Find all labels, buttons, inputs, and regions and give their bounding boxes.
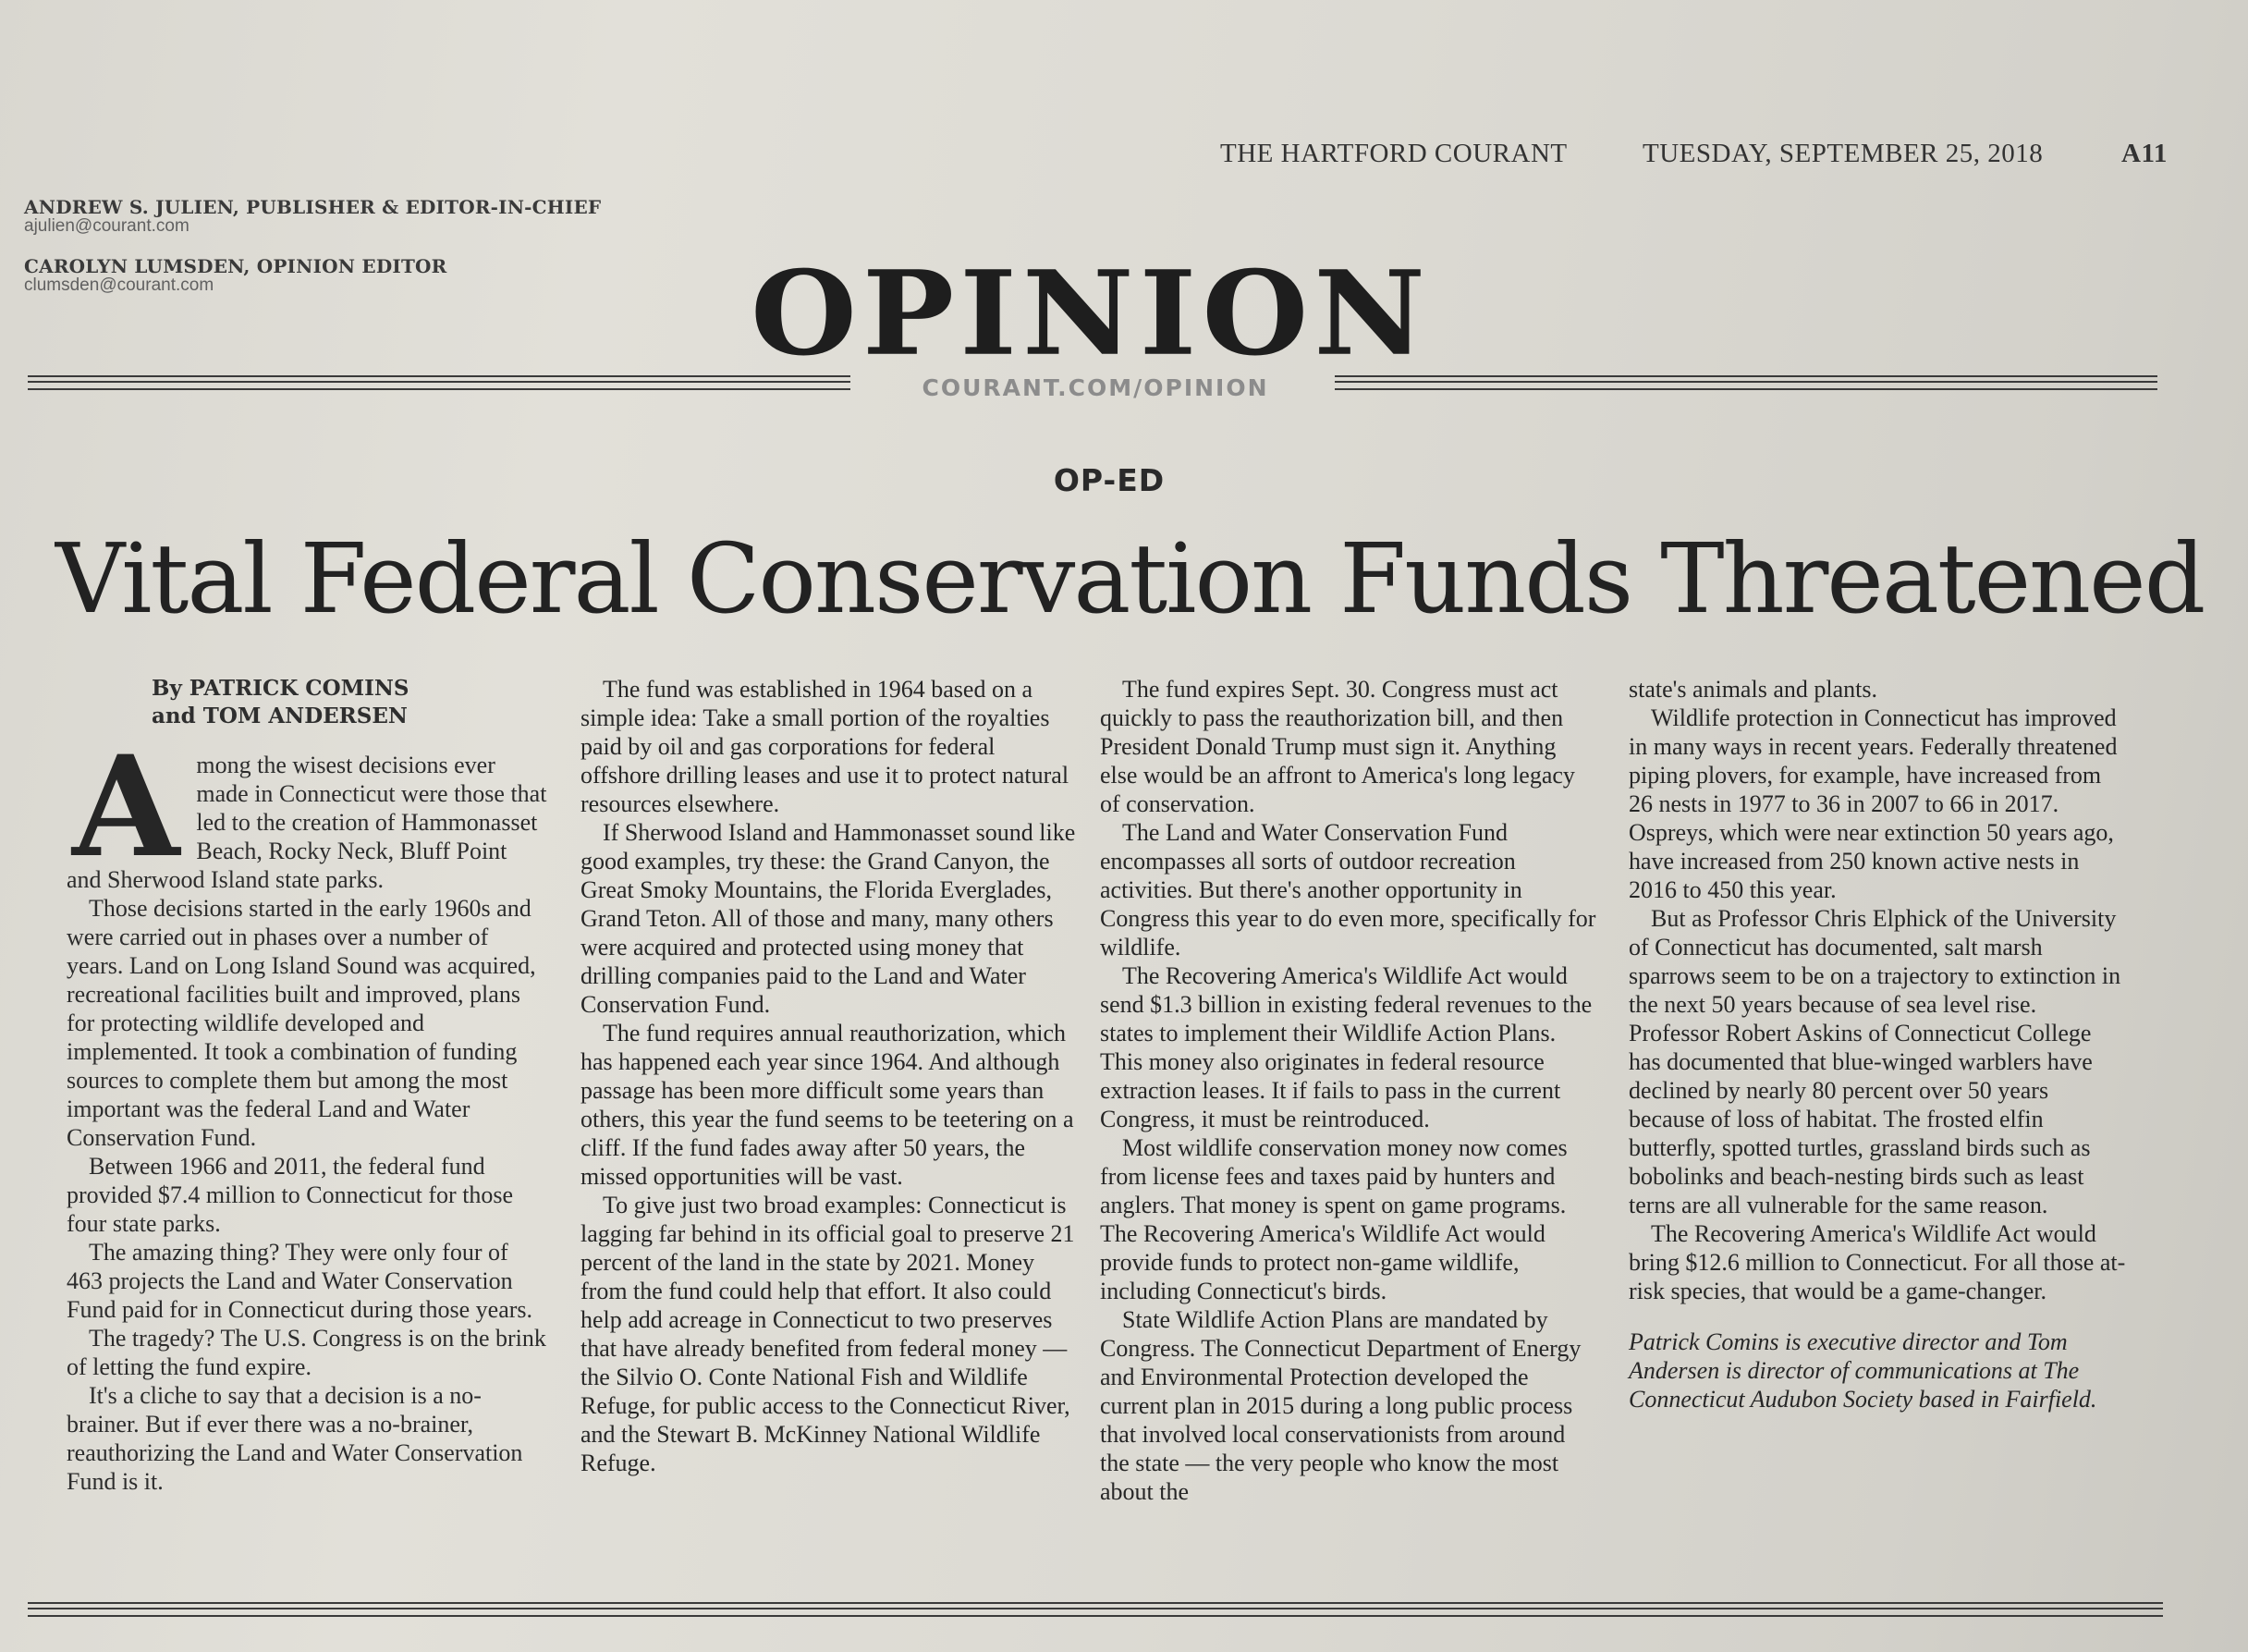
paper-name: THE HARTFORD COURANT	[1220, 139, 1568, 168]
publisher-name: ANDREW S. JULIEN, PUBLISHER & EDITOR-IN-CHIEF	[24, 196, 602, 218]
publisher-email: ajulien@courant.com	[24, 216, 189, 236]
article-column-4	[1629, 675, 2128, 1413]
article-headline: Vital Federal Conservation Funds Threatened	[55, 522, 2205, 635]
paragraph: Between 1966 and 2011, the federal fund provided $7.4 million to Connecticut for those four state parks.	[67, 1153, 514, 1237]
divider-rule-right	[1335, 375, 2157, 390]
paragraph-continuation: state's animals and plants.	[1629, 676, 1877, 703]
article-column-2	[580, 675, 1080, 1477]
page-number: A11	[2121, 139, 2168, 168]
opinion-editor-name: CAROLYN LUMSDEN, OPINION EDITOR	[24, 255, 447, 277]
staff-box	[24, 196, 690, 314]
paragraph: To give just two broad examples: Connecticut is lagging far behind in its official goal to preserve 21 percent of the land in the state by 2021. Money from the fund could help that effort. It also could help add acreage in Connecticut to two preserves that have already benefited from federal money — the Silvio O. Conte National Fish and Wildlife Refuge, for public access to the Connecticut River, and the Stewart B. McKinney National Wildlife Refuge.	[580, 1192, 1075, 1476]
paragraph: The fund was established in 1964 based on a simple idea: Take a small portion of the royalties paid by oil and gas corporations for federal offshore drilling leases and use it to protect natural resources elsewhere.	[580, 676, 1069, 817]
paragraph: mong the wisest decisions ever made in Connecticut were those that led to the creation of Hammonasset Beach, Rocky Neck, Bluff Point and Sherwood Island state parks.	[67, 752, 547, 893]
paragraph: The Recovering America's Wildlife Act would send $1.3 billion in existing federal revenues to the states to implement their Wildlife Action Plans. This money also originates in federal resource extraction leases. It if fails to pass in the current Congress, it must be reintroduced.	[1100, 962, 1593, 1132]
byline-author-2: and TOM ANDERSEN	[152, 704, 408, 728]
article-column-3	[1100, 675, 1599, 1506]
section-title: OPINION	[750, 245, 1432, 383]
section-url: COURANT.COM/OPINION	[922, 374, 1269, 401]
article-column-1	[67, 675, 547, 1496]
paragraph: But as Professor Chris Elphick of the University of Connecticut has documented, salt marsh sparrows seem to be on a trajectory to extinction in the next 50 years because of sea level rise. Professor Robert Askins of Connecticut College has documented that blue-winged warblers have declined by nearly 80 percent over 50 years because of loss of habitat. The frosted elfin butterfly, spotted turtles, grassland birds such as bobolinks and beach-nesting birds such as least terns are all vulnerable for the same reason.	[1629, 905, 2121, 1218]
paragraph: It's a cliche to say that a decision is a no-brainer. But if ever there was a no-brainer, reauthorizing the Land and Water Conservation Fund is it.	[67, 1382, 523, 1495]
paragraph: State Wildlife Action Plans are mandated by Congress. The Connecticut Department of Energy and Environmental Protection developed the current plan in 2015 during a long public process that involved local conservationists from around the state — the very people who know the most about the	[1100, 1306, 1582, 1505]
paragraph: If Sherwood Island and Hammonasset sound like good examples, try these: the Grand Canyon, the Great Smoky Mountains, the Florida Everglades, Grand Teton. All of those and many, many others were acquired and protected using money that drilling companies paid to the Land and Water Conservation Fund.	[580, 819, 1076, 1018]
byline	[152, 675, 547, 730]
paragraph: Wildlife protection in Connecticut has improved in many ways in recent years. Federally threatened piping plovers, for example, have increased from 26 nests in 1977 to 36 in 2007 to 66 in 2017. Ospreys, which were near extinction 50 years ago, have increased from 250 known active nests in 2016 to 450 this year.	[1629, 704, 2118, 903]
drop-cap: A	[72, 726, 180, 888]
paragraph: The fund expires Sept. 30. Congress must act quickly to pass the reauthorization bill, and then President Donald Trump must sign it. Anything else would be an affront to America's long legacy of conservation.	[1100, 676, 1575, 817]
paragraph: The Land and Water Conservation Fund encompasses all sorts of outdoor recreation activities. But there's another opportunity in Congress this year to do even more, specifically for wildlife.	[1100, 819, 1596, 961]
issue-date: TUESDAY, SEPTEMBER 25, 2018	[1643, 139, 2044, 168]
article-kicker: OP-ED	[1053, 462, 1166, 498]
divider-rule-left	[28, 375, 850, 390]
paragraph: The Recovering America's Wildlife Act would bring $12.6 million to Connecticut. For all those at-risk species, that would be a game-changer.	[1629, 1220, 2126, 1304]
paragraph: The fund requires annual reauthorization, which has happened each year since 1964. And although passage has been more difficult some years than others, this year the fund seems to be teetering on a cliff. If the fund fades away after 50 years, the missed opportunities will be vast.	[580, 1020, 1074, 1190]
author-bio: Patrick Comins is executive director and Tom Andersen is director of communications at The Connecticut Audubon Society based in Fairfield.	[1629, 1328, 2097, 1413]
paragraph: The amazing thing? They were only four of 463 projects the Land and Water Conservation Fund paid for in Connecticut during those years.	[67, 1239, 533, 1323]
paragraph: Most wildlife conservation money now comes from license fees and taxes paid by hunters and anglers. That money is spent on game programs. The Recovering America's Wildlife Act would provide funds to protect non-game wildlife, including Connecticut's birds.	[1100, 1134, 1568, 1304]
byline-author-1: By PATRICK COMINS	[152, 676, 409, 701]
lead-paragraph	[67, 726, 547, 894]
opinion-editor-email: clumsden@courant.com	[24, 275, 214, 295]
paragraph: Those decisions started in the early 1960s and were carried out in phases over a number of years. Land on Long Island Sound was acquired, recreational facilities built and improved, plans for protecting wildlife developed and implemented. It took a combination of funding sources to complete them but among the most important was the federal Land and Water Conservation Fund.	[67, 895, 536, 1151]
paragraph: The tragedy? The U.S. Congress is on the brink of letting the fund expire.	[67, 1325, 546, 1380]
divider-rule-bottom	[28, 1602, 2163, 1617]
